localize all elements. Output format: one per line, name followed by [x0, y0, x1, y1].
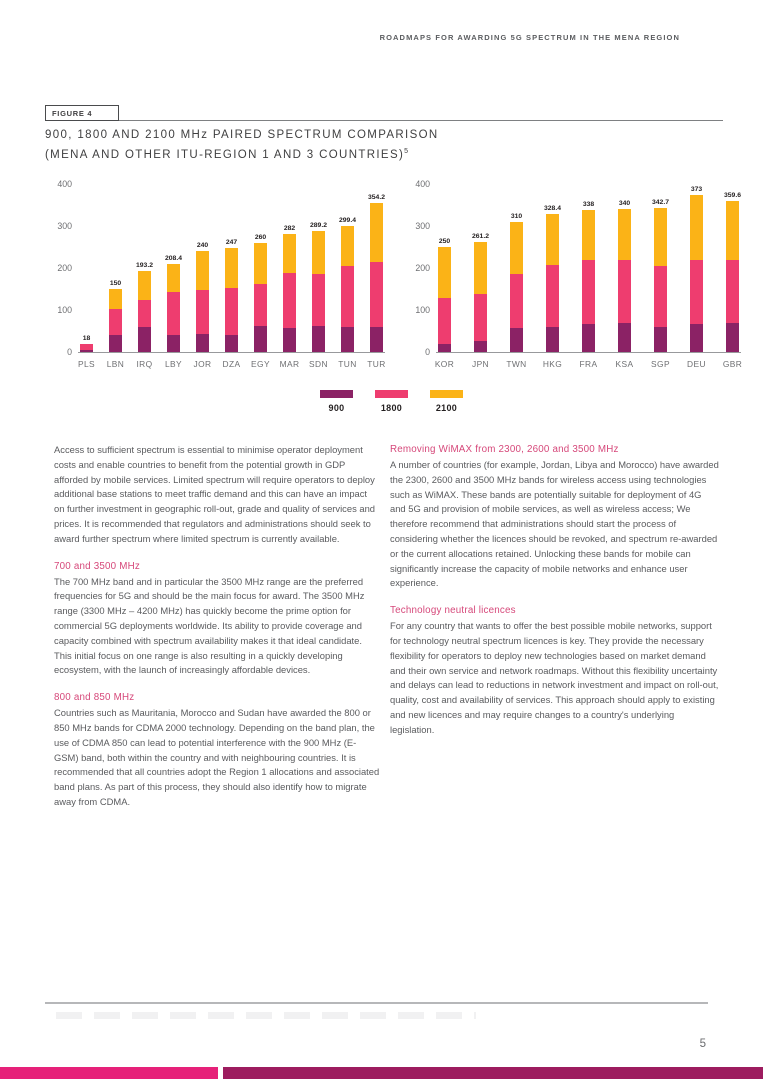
bar-gbr: [722, 191, 743, 369]
x-axis-label: HKG: [542, 359, 563, 369]
x-axis-label: EGY: [251, 359, 270, 369]
bar-segment-900: [726, 323, 739, 352]
bar-total-label: 282: [283, 224, 296, 232]
y-axis-tick: 300: [57, 221, 72, 231]
x-axis-label: LBN: [106, 359, 125, 369]
x-axis-label: KSA: [615, 359, 634, 369]
bar-segment-2100: [283, 234, 296, 273]
bar-deu: [687, 186, 706, 369]
y-axis-tick: 0: [67, 347, 72, 357]
y-axis-tick: 300: [415, 221, 430, 231]
footer-bar-magenta: [223, 1067, 763, 1079]
bar-segment-2100: [510, 222, 523, 274]
section-heading: 700 and 3500 MHz: [54, 560, 140, 572]
bar-segment-900: [312, 326, 325, 352]
y-axis-tick: 200: [415, 263, 430, 273]
bar-total-label: 340: [618, 200, 631, 208]
bar-segment-2100: [726, 201, 739, 260]
section-paragraph: Access to sufficient spectrum is essential to minimise operator deployment costs and enable countries to benefit from the potential growth in GDP afforded by mobile services. Limited spectrum will require operators to deploy additional base stations to meet traffic demand and this can have an impact on further investment in geographic roll-out, grade and quality of services and prices. It is recommended that regulators and administrations should seek to award further spectrum where limited spectrum is currently available.: [54, 444, 376, 544]
bar-segment-2100: [138, 271, 151, 300]
bar-total-label: 328.4: [543, 205, 562, 213]
bar-mar: [279, 224, 300, 369]
bar-segment-900: [654, 327, 667, 352]
bar-segment-1800: [254, 284, 267, 326]
bar-segment-900: [370, 327, 383, 352]
bar-segment-900: [138, 327, 151, 352]
x-axis-label: LBY: [164, 359, 183, 369]
bar-segment-1800: [654, 266, 667, 328]
bar-segment-2100: [167, 264, 180, 291]
bar-irq: [135, 261, 154, 369]
bar-total-label: 299.4: [338, 217, 357, 225]
figure-label: FIGURE 4: [45, 105, 119, 121]
section-paragraph: Countries such as Mauritania, Morocco and Sudan have awarded the 800 or 850 MHz bands for CDMA 2000 technology. Depending on the band plan, the use of CDMA 850 can lead to potential interference with the 900 MHz (E-GSM) band, both within the country and with neighbouring countries. It is recommended that all countries adopt the Region 1 allocations and associated band plans. As part of this process, they should also identify how to migrate away from CDMA.: [54, 707, 380, 807]
bar-segment-1800: [510, 274, 523, 328]
chart-legend: [320, 390, 463, 413]
bar-total-label: 338: [582, 201, 595, 209]
bar-segment-900: [196, 334, 209, 352]
legend-swatch-2100: [430, 390, 463, 398]
bar-segment-2100: [474, 242, 487, 294]
chart-plot-area: [415, 179, 743, 369]
bar-sdn: [309, 221, 328, 369]
bar-segment-900: [474, 341, 487, 352]
section-heading: Removing WiMAX from 2300, 2600 and 3500 MHz: [390, 444, 619, 455]
bar-dza: [222, 239, 241, 369]
bar-segment-2100: [618, 209, 631, 259]
legend-item-1800: [375, 390, 408, 413]
bar-segment-2100: [438, 247, 451, 298]
bar-total-label: 354.2: [367, 194, 386, 202]
x-axis-label: MAR: [279, 359, 300, 369]
legend-label: 2100: [435, 403, 458, 413]
legend-swatch-900: [320, 390, 353, 398]
running-header: ROADMAPS FOR AWARDING 5G SPECTRUM IN THE MENA REGION: [379, 33, 680, 42]
bar-segment-900: [546, 327, 559, 352]
legend-item-900: [320, 390, 353, 413]
bar-segment-2100: [196, 251, 209, 290]
bar-segment-900: [283, 328, 296, 352]
bar-lbn: [106, 280, 125, 369]
bar-segment-2100: [654, 208, 667, 265]
bar-segment-2100: [582, 210, 595, 260]
figure-title-footnote-ref: 5: [404, 147, 409, 155]
body-column-right: [390, 443, 719, 738]
figure-title: [45, 128, 439, 163]
chart-plot-area: [57, 179, 386, 369]
x-axis-label: DZA: [222, 359, 241, 369]
bar-segment-1800: [582, 260, 595, 323]
bar-segment-1800: [225, 288, 238, 335]
x-axis-label: TWN: [506, 359, 527, 369]
bar-segment-1800: [438, 298, 451, 343]
x-axis-label: GBR: [722, 359, 743, 369]
bar-segment-900: [438, 344, 451, 352]
x-axis-label: TUN: [338, 359, 357, 369]
bar-total-label: 150: [109, 280, 122, 287]
bar-segment-2100: [546, 214, 559, 265]
chart-other-countries: [400, 179, 743, 369]
x-axis-label: TUR: [367, 359, 386, 369]
bar-segment-1800: [138, 300, 151, 327]
legend-swatch-1800: [375, 390, 408, 398]
bar-segment-900: [80, 350, 93, 352]
bar-fra: [579, 201, 598, 369]
section-paragraph: For any country that wants to offer the best possible mobile networks, support for technology neutral spectrum licences is key. They provide the necessary flexibility for operators to deploy new technologies based on market demand and their own service and network roadmaps. Without this flexibility uncertainty and delays can lead to reductions in network investment and impact on roll-out, quality, cost and availability of services. This approach should apply to existing and new licences and may require changes to a country's underlying legislation.: [390, 620, 719, 735]
bar-total-label: 261.2: [471, 233, 490, 241]
bar-segment-1800: [196, 290, 209, 334]
figure-title-line2: (MENA AND OTHER ITU-REGION 1 AND 3 COUNTRIES): [45, 148, 405, 161]
x-axis-label: JPN: [471, 359, 490, 369]
x-axis-label: IRQ: [136, 359, 153, 369]
legend-label: 900: [328, 403, 345, 413]
bar-segment-900: [618, 323, 631, 352]
bar-ksa: [615, 200, 634, 369]
x-axis-label: JOR: [193, 359, 212, 369]
section-heading: Technology neutral licences: [390, 605, 516, 617]
footnote-rule: [45, 1002, 708, 1004]
bar-segment-2100: [254, 243, 267, 284]
section-heading: 800 and 850 MHz: [54, 692, 135, 704]
bar-segment-1800: [312, 274, 325, 326]
bar-segment-1800: [167, 292, 180, 336]
page-number: 5: [699, 1038, 706, 1050]
legend-label: 1800: [380, 403, 403, 413]
bar-pls: [77, 335, 96, 369]
bar-total-label: 247: [225, 239, 238, 247]
legend-item-2100: [430, 390, 463, 413]
bar-tun: [338, 217, 357, 369]
bar-total-label: 310: [510, 212, 523, 220]
bar-total-label: 260: [254, 233, 267, 241]
x-axis-label: DEU: [687, 359, 706, 369]
bar-segment-900: [510, 328, 523, 352]
y-axis-tick: 200: [57, 263, 72, 273]
bar-sgp: [651, 199, 670, 369]
section-paragraph: The 700 MHz band and in particular the 3500 MHz range are the preferred frequencies for 5G and should be the main focus for award. The 3500 MHz range (3300 MHz – 4200 MHz) has quickly become the prime option for commercial 5G deployments worldwide. Its ability to provide coverage and capacity combined with spectrum availability makes it that ideal candidate. This initial focus on one range is also resulting in a quickly developing ecosystem, with the launch of increasingly affordable devices.: [54, 575, 365, 676]
body-column-left: [54, 443, 380, 810]
bar-segment-2100: [370, 203, 383, 261]
y-axis-tick: 100: [57, 305, 72, 315]
bar-total-label: 359.6: [723, 191, 742, 199]
x-axis-label: PLS: [77, 359, 96, 369]
footnote-text-illegible: [56, 1012, 476, 1019]
bar-total-label: 289.2: [309, 221, 328, 229]
section-paragraph: A number of countries (for example, Jordan, Libya and Morocco) have awarded the 2300, 2600 and 3500 MHz bands for wireless access using technologies such as WiMAX. These bands are potentially suitable for deployment of 4G and 5G and provision of mobile services, as well as wireless access; We therefore recommend that administrations should start the process of considering whether the licences should be revoked, and spectrum re-awarded or the current allocations retained. Unlocking these bands for mobile can significantly increase the capacity of mobile networks and enhance user experience.: [390, 459, 719, 589]
bar-lby: [164, 255, 183, 369]
bar-segment-1800: [109, 309, 122, 335]
bar-jor: [193, 242, 212, 369]
bar-total-label: 18: [82, 335, 91, 343]
x-axis-label: SDN: [309, 359, 328, 369]
bar-segment-900: [225, 335, 238, 352]
bar-jpn: [471, 233, 490, 369]
bar-hkg: [542, 205, 563, 369]
bar-segment-900: [341, 327, 354, 352]
x-axis-label: KOR: [434, 359, 455, 369]
bar-segment-900: [167, 335, 180, 352]
bar-segment-1800: [726, 260, 739, 324]
y-axis-tick: 400: [57, 179, 72, 189]
bar-total-label: 208.4: [164, 255, 183, 263]
bar-total-label: 373: [690, 186, 703, 194]
bar-segment-900: [582, 324, 595, 352]
bar-total-label: 240: [196, 242, 209, 250]
bar-kor: [434, 238, 455, 369]
footer-bar-pink: [0, 1067, 218, 1079]
bar-segment-2100: [341, 226, 354, 265]
bar-segment-1800: [283, 273, 296, 328]
bar-segment-2100: [312, 231, 325, 275]
bar-segment-1800: [546, 265, 559, 327]
bar-total-label: 250: [438, 238, 451, 245]
bar-segment-900: [254, 326, 267, 352]
figure-rule: [45, 120, 723, 121]
y-axis-tick: 400: [415, 179, 430, 189]
bar-total-label: 193.2: [135, 261, 154, 269]
chart-mena-countries: [44, 179, 386, 369]
y-axis-tick: 0: [425, 347, 430, 357]
x-axis-label: SGP: [651, 359, 670, 369]
bar-total-label: 342.7: [651, 199, 670, 207]
bar-segment-900: [109, 335, 122, 352]
bar-segment-900: [690, 324, 703, 352]
bar-segment-1800: [474, 294, 487, 340]
y-axis-tick: 100: [415, 305, 430, 315]
bar-segment-2100: [109, 289, 122, 309]
bar-segment-1800: [370, 262, 383, 327]
bar-tur: [367, 194, 386, 369]
x-axis-label: FRA: [579, 359, 598, 369]
figure-title-line1: 900, 1800 AND 2100 MHz PAIRED SPECTRUM COMPARISON: [45, 129, 439, 141]
bar-twn: [506, 212, 527, 369]
bar-segment-2100: [690, 195, 703, 260]
bar-segment-1800: [690, 260, 703, 323]
bar-egy: [251, 233, 270, 369]
bar-segment-1800: [341, 266, 354, 327]
bar-segment-1800: [618, 260, 631, 324]
bar-segment-2100: [225, 248, 238, 288]
